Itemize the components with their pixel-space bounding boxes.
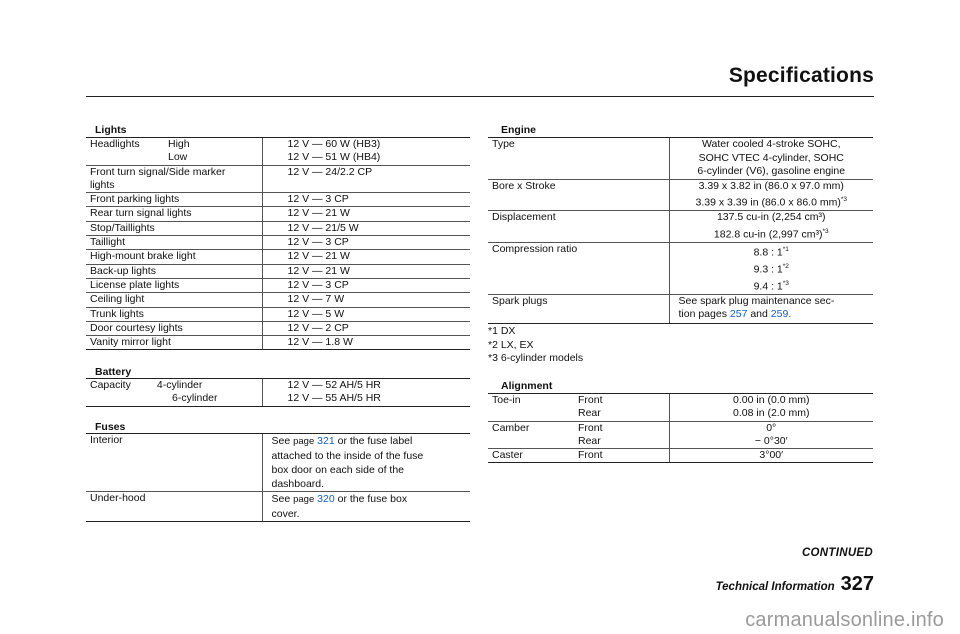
light-name-cont: lights [90,178,115,191]
lights-row [86,336,470,350]
lights-row [86,193,470,207]
fuse-interior-desc: See page 321 or the fuse label attached to the inside of the fuse box door on each side of the dashboard. [262,434,470,492]
alignment-name: Caster [492,449,523,462]
fuses-table [86,433,470,522]
alignment-row [488,421,873,435]
light-name: Headlights [90,138,140,150]
fuse-underhood-desc: See page 320 or the fuse box cover. [262,492,470,522]
alignment-value: 0° [669,421,873,435]
lights-row [86,293,470,307]
battery-capacity-label: Capacity [90,379,131,391]
light-spec: 12 V — 1.8 W [287,336,353,349]
footnote-1: *1 DX [488,325,516,337]
lights-row [86,207,470,221]
light-name: High-mount brake light [90,250,196,263]
lights-row [86,321,470,335]
alignment-value: 0.08 in (2.0 mm) [669,407,873,421]
light-name: Back-up lights [90,264,156,277]
displacement-value: 137.5 cu-in (2,254 cm³) 182.8 cu-in (2,997 cm³)$^{*3}$ [669,211,873,243]
page-link-320[interactable]: 320 [317,493,335,505]
battery-capacity-row [86,379,262,393]
compression-label: Compression ratio [488,242,669,294]
light-spec: 12 V — 51 W (HB4) [287,151,381,164]
light-name: Front turn signal/Side marker [90,165,226,178]
displacement-label: Displacement [488,211,669,243]
engine-type-label: Type [488,138,669,180]
lights-row [86,250,470,264]
bore-stroke-value: 3.39 x 3.82 in (86.0 x 97.0 mm) 3.39 x 3.39 in (86.0 x 86.0 mm)$^{*3}$ [669,179,873,211]
light-spec: 12 V — 7 W [287,293,345,306]
engine-table [488,137,873,324]
spark-plugs-label: Spark plugs [488,294,669,323]
lights-row [86,264,470,278]
title-divider [86,96,874,97]
lights-row [86,151,470,165]
battery-table [86,378,470,407]
page-link-259[interactable]: 259. [770,308,792,320]
alignment-table [488,393,873,463]
lights-table [86,137,470,350]
alignment-value: − 0°30′ [669,435,873,449]
light-spec: 12 V — 24/2.2 CP [287,165,373,178]
light-name: Trunk lights [90,307,144,320]
alignment-sub: Front [578,394,603,406]
alignment-sub: Rear [578,407,601,420]
lights-row [86,236,470,250]
light-spec: 12 V — 3 CP [287,193,349,206]
light-name: License plate lights [90,278,180,291]
page-link-321[interactable]: 321 [317,435,335,447]
light-spec: 12 V — 21 W [287,250,350,263]
page-number: 327 [840,573,874,595]
light-name: Rear turn signal lights [90,207,192,220]
fuse-interior-label: Interior [86,434,262,492]
light-name: Ceiling light [90,293,145,306]
continued-label: CONTINUED [801,547,873,559]
alignment-row [488,435,873,449]
lights-row [86,221,470,235]
lights-row [86,307,470,321]
alignment-row [488,394,873,408]
light-name: Door courtesy lights [90,321,183,334]
light-spec: 12 V — 60 W (HB3) [287,138,381,150]
battery-spec: 12 V — 55 AH/5 HR [262,392,470,406]
light-name: Vanity mirror light [90,336,171,349]
light-spec: 12 V — 2 CP [287,321,349,334]
alignment-row [488,449,873,463]
watermark: carmanualsonline.info [745,609,944,631]
alignment-sub: Rear [578,434,601,447]
bore-stroke-label: Bore x Stroke [488,179,669,211]
light-spec: 12 V — 3 CP [287,278,349,291]
light-sub: Low [168,151,188,164]
lights-row [86,165,470,193]
engine-heading: Engine [501,124,537,136]
page-link-257[interactable]: 257 [729,308,748,320]
spark-plugs-value: See spark plug maintenance sec- tion pages 257 and 259. [669,294,873,323]
page-title: Specifications [728,64,874,87]
footnotes [488,325,583,366]
compression-value: 8.8 : 1$^{*1}$ 9.3 : 1$^{*2}$ 9.4 : 1$^{*3}$ [669,242,873,294]
battery-heading: Battery [95,366,132,378]
lights-row [86,278,470,292]
lights-row [86,138,470,152]
light-name: Stop/Taillights [90,221,155,234]
light-spec: 12 V — 21/5 W [287,221,359,234]
light-name: Front parking lights [90,193,180,206]
fuse-underhood-label: Under-hood [86,492,262,522]
light-spec: 12 V — 21 W [287,207,350,220]
light-sub: High [168,138,190,150]
engine-type-value: Water cooled 4-stroke SOHC, SOHC VTEC 4-cylinder, SOHC 6-cylinder (V6), gasoline engine [669,138,873,180]
light-name: Taillight [90,236,126,249]
alignment-name: Camber [492,421,530,434]
light-spec: 12 V — 5 W [287,307,345,320]
alignment-sub: Front [578,421,603,434]
footer-section: Technical Information [715,581,835,593]
alignment-sub: Front [578,449,603,462]
battery-sub-label: 4-cylinder [156,379,203,391]
footnote-2: *2 LX, EX [488,338,534,351]
light-spec: 12 V — 21 W [287,264,350,277]
page-footer [716,573,874,596]
light-spec: 12 V — 3 CP [287,236,349,249]
alignment-name: Toe-in [492,394,521,406]
alignment-value: 3°00′ [669,449,873,463]
battery-spec: 12 V — 52 AH/5 HR [262,379,470,393]
fuses-heading: Fuses [95,421,126,433]
alignment-heading: Alignment [501,380,553,392]
battery-sub-label: 6-cylinder [172,392,218,405]
alignment-row [488,407,873,421]
alignment-value: 0.00 in (0.0 mm) [669,394,873,408]
lights-heading: Lights [95,124,127,136]
footnote-3: *3 6-cylinder models [488,352,584,364]
